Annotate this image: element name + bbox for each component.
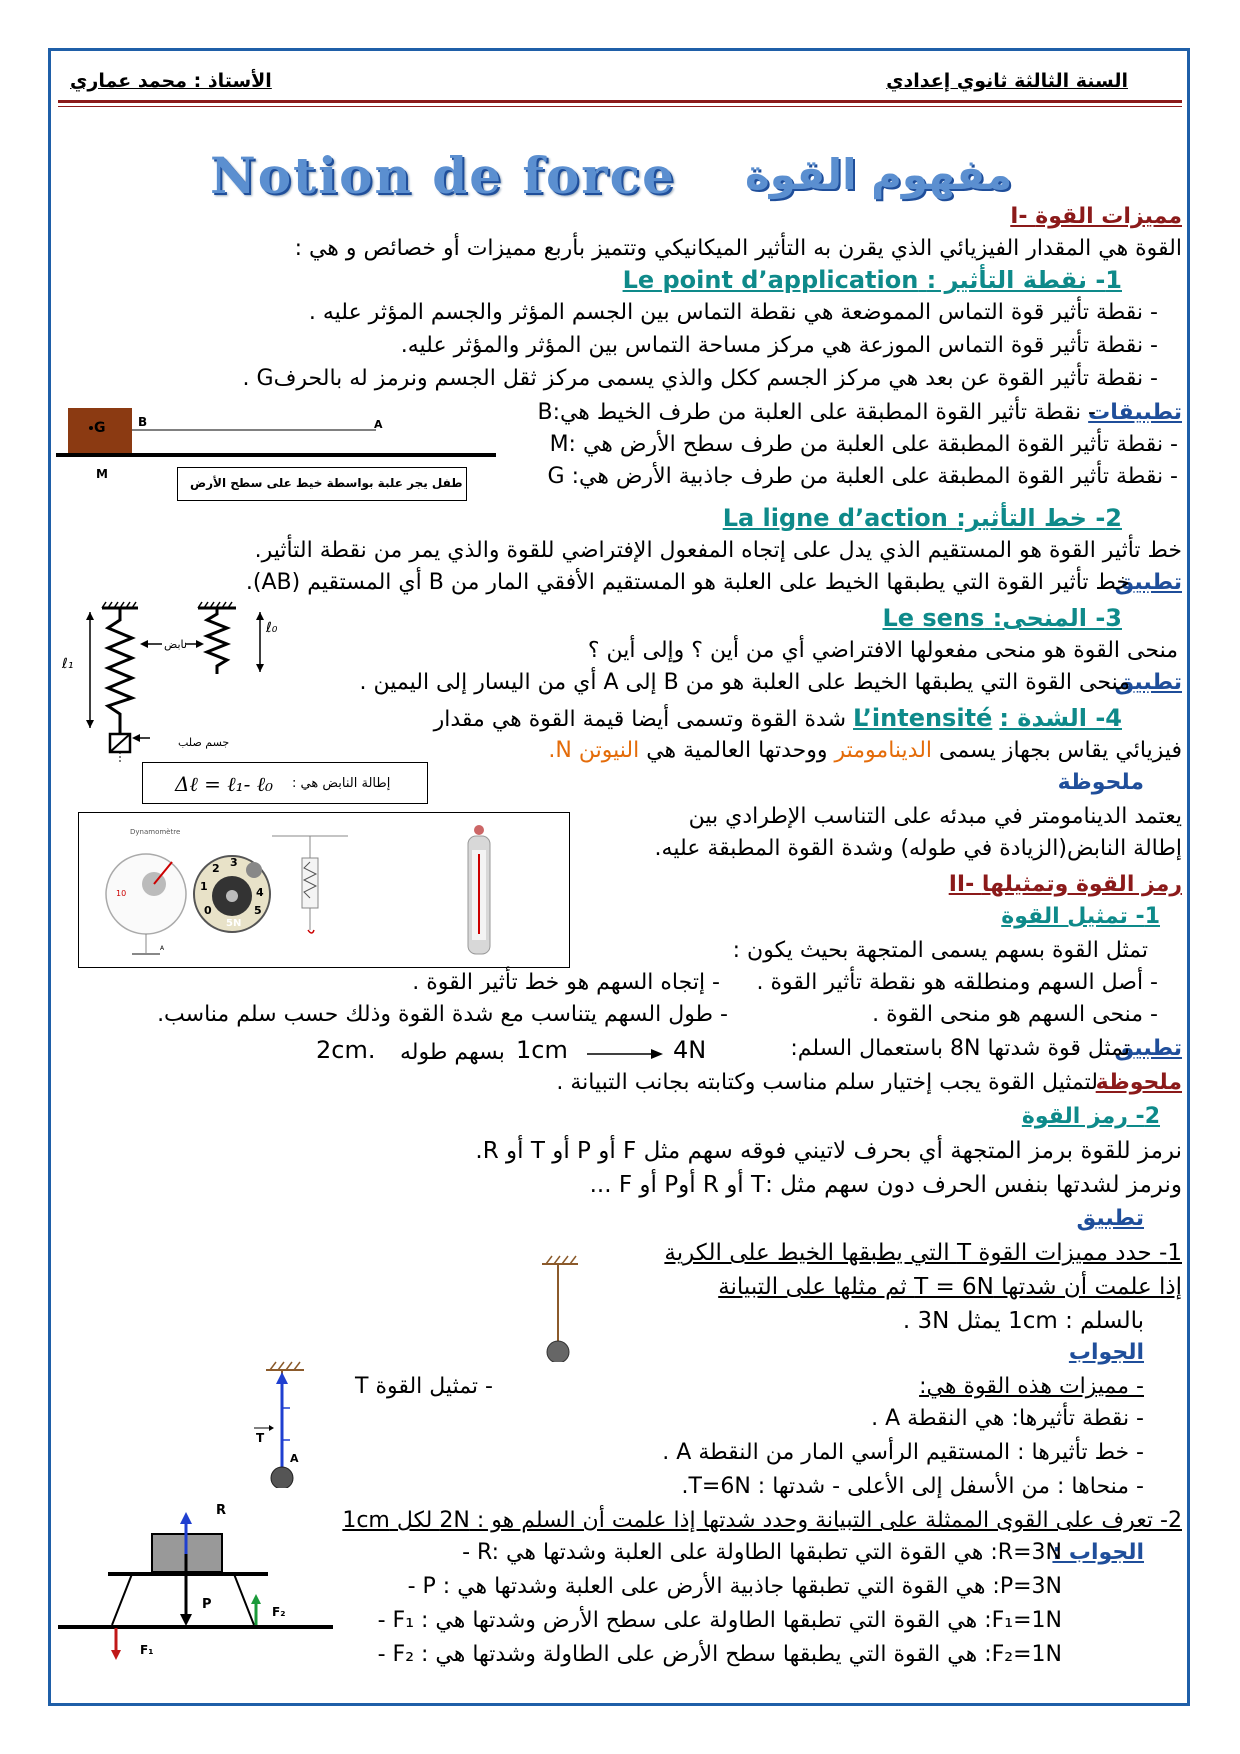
vector-F1-head [111,1650,121,1660]
exercise-ans-2: - خط تأثيرها : المستقيم الرأسي المار من النقطة A . [662,1440,1144,1465]
exercise-rep: - تمثيل القوة T [355,1374,493,1399]
vector-F2-head [251,1594,261,1604]
p4-note-label: ملحوظة [1057,770,1144,795]
pendulum-hatch [546,1256,576,1264]
p2-heading: 2- خط التأثير: La ligne d’action [722,504,1122,532]
s2p1-app-d: بسهم طوله [400,1040,505,1065]
spring-figure [60,598,420,763]
p3-heading: 3- المنحى: Le sens [882,604,1122,632]
pendulum-ball [547,1341,569,1362]
label-F2: F₂ [272,1605,286,1619]
p1-apps-label: تطبيقات [1088,400,1182,425]
solid-pointer-head [132,734,140,742]
header-rule [58,100,1182,103]
table-leg-right [234,1574,254,1625]
p4-heading-row: 4- الشدة : L’intensité شدة القوة وتسمى أيضا قيمة القوة هي مقدار [433,704,1122,732]
exercise-q1a: 1- حدد مميزات القوة T التي يطبقها الخيط على الكرية [664,1240,1182,1266]
class-level: السنة الثالثة ثانوي إعدادي [886,70,1128,92]
p3-app: منحى القوة التي يطبقها الخيط على العلبة هو من B إلى A أي من اليسار إلى اليمين . [359,670,1130,695]
label-G: G [94,420,106,436]
p1-app-3: - نقطة تأثير القوة المطبقة على العلبة من طرف جاذبية الأرض هي: G [547,464,1178,489]
p2-text: خط تأثير القوة هو المستقيم الذي يدل على إتجاه المفعول الإفتراضي للقوة والذي يمر من نقطة التأثير. [254,538,1182,563]
exercise-ans2-label: الجواب : [1052,1540,1144,1565]
s2p2-text1: نرمز للقوة برمز المتجهة أي بحرف لاتيني فوقه سهم مثل F أو P أو T أو R. [475,1138,1182,1164]
vector-R-head [180,1512,192,1524]
dial1-A: A [160,945,165,952]
solid-cross [110,734,130,752]
s2p2-heading: 2- رمز القوة [1021,1104,1160,1129]
spring-pointer-right-head [196,640,204,648]
label-R: R [216,1503,227,1518]
table-forces-figure [58,1480,348,1680]
label-T: T [256,1431,265,1445]
elongation-formula: Δℓ = ℓ₁- ℓ₀ [175,772,274,796]
label-F1: F₁ [140,1643,154,1657]
s2p1-item-l1: - إتجاه السهم هو خط تأثير القوة . [412,970,720,995]
spring-stretched [108,608,132,734]
exercise-label: تطبيق [1076,1206,1144,1231]
dial2-center [226,890,238,902]
label-A: A [374,418,383,431]
point-M [98,453,102,457]
label-l0: ℓ₀ [266,620,278,636]
exercise-ans-label: الجواب [1068,1340,1144,1365]
p1-item-2: - نقطة تأثير قوة التماس الموزعة هي مركز مساحة التماس بين المؤثر والمؤثر عليه. [400,333,1158,358]
point-G [89,426,93,430]
s2p1-app-label: تطبيق [1114,1036,1182,1061]
page-title-ar: مفهوم القوة [745,150,1013,199]
section1-heading: I- مميزات القوة [1010,204,1182,229]
spring-rest [207,608,227,674]
spring-scale-hook-end [308,930,314,933]
p3-text: منحى القوة هو منحى مفعولها الافتراضي أي من أين ؟ وإلى أين ؟ [587,638,1178,663]
label-P: P [202,1597,212,1612]
p4-text2: فيزيائي يقاس بجهاز يسمى الدينامومتر ووحدتها العالمية هي النيوتن N. [548,738,1182,763]
force-P: - P : هي القوة التي تطبقها جاذبية الأرض على العلبة وشدتها هي :P=3N [407,1574,1062,1599]
label-solid: جسم صلب [178,736,230,749]
label-M: M [96,467,108,481]
header-rule-thin [58,106,1182,107]
s2p1-item-r2: - منحى السهم هو منحى القوة . [872,1002,1158,1027]
p2-app: خط تأثير القوة التي يطبقها الخيط على العلبة هو المستقيم الأفقي المار من B أي المستقيم (AB). [245,570,1130,595]
dyn-dial-title: Dynamomètre [130,828,181,836]
table-leg-left [112,1574,132,1625]
exercise-ans-1: - نقطة تأثيرها: هي النقطة A . [871,1406,1144,1431]
label-spring: نابض [164,638,187,651]
s2p1-note-label: ملحوظة [1095,1070,1182,1095]
dial2-n3: 3 [230,856,238,869]
section1-intro: القوة هي المقدار الفيزيائي الذي يقرن به التأثير الميكانيكي وتتميز بأربع مميزات أو خصائص و هي : [294,236,1182,261]
label-l1: ℓ₁ [62,656,74,672]
s2p1-app-a: تمثل قوة شدتها 8N باستعمال السلم: [790,1036,1130,1061]
teacher-name: الأستاذ : محمد عماري [70,70,272,92]
dial2-n2: 2 [212,862,220,875]
dial2-unit: 5N [226,918,242,929]
label-T-arrow-head [269,1425,274,1431]
section2-heading: II- رمز القوة وتمثيلها [948,872,1182,897]
force-T-head [276,1372,288,1384]
p3-app-label: تطبيق [1114,670,1182,695]
s2p1-heading: 1- تمثيل القوة [1001,904,1160,929]
s2p1-item-r1: - أصل السهم ومنطلقه هو نقطة تأثير القوة . [756,970,1158,995]
dial2-n4: 4 [256,886,264,899]
p1-item-3: - نقطة تأثير القوة عن بعد هي مركز الجسم ككل والذي يسمى مركز ثقل الجسم ونرمز له بالحرفG . [242,366,1158,391]
force-F1: - F₁ : هي القوة التي تطبقها الطاولة على سطح الأرض وشدتها هي :F₁=1N [377,1608,1062,1633]
elongation-label: إطالة النابض هي : [292,776,391,791]
pendulum-figure [530,1252,590,1362]
s2p1-app-c: 1cm [516,1036,568,1064]
s2p1-app-e: 2cm. [316,1036,376,1064]
vector-P-head [180,1614,192,1626]
s2p1-text: تمثل القوة بسهم يسمى المتجهة بحيث يكون : [732,938,1148,963]
scale-arrow [585,1044,665,1064]
scale-arrow-head [651,1049,663,1059]
box-caption: طفل يجر علبة بواسطة خيط على سطح الأرض [190,476,463,490]
page-title-fr: Notion de force [210,146,676,205]
dial2-knob [246,862,262,878]
label-B: B [138,415,148,429]
p2-app-label: تطبيق [1114,570,1182,595]
label-A-point: A [290,1452,299,1465]
exercise-q2: 2- تعرف على القوى الممثلة على التبيانة وحدد شدتها إذا علمت أن السلم هو : 2N لكل 1cm [342,1508,1182,1533]
p1-item-1: - نقطة تأثير قوة التماس المموضعة هي نقطة التماس بين الجسم المؤثر والجسم المؤثر عليه . [308,300,1158,325]
force-R: - R: هي القوة التي تطبقها الطاولة على العلبة وشدتها هي :R=3N [462,1540,1062,1565]
exercise-q1c: بالسلم : 1cm يمثل 3N . [902,1308,1144,1334]
p4-note-2: إطالة النابض(الزيادة في طوله) وشدة القوة المطبقة عليه. [654,836,1182,861]
p4-note-1: يعتمد الدينامومتر في مبدئه على التناسب الإطرادي بين [688,804,1182,829]
s2p1-note: لتمثيل القوة يجب إختيار سلم مناسب وكتابته بجانب التبيانة . [556,1070,1098,1095]
dial2-n1: 1 [200,880,208,893]
exercise-q1b: إذا علمت أن شدتها T = 6N ثم مثلها على التبيانة [718,1274,1182,1300]
force-F2: - F₂ : هي القوة التي يطبقها سطح الأرض على الطاولة وشدتها هي :F₂=1N [377,1642,1062,1667]
s2p1-app-b: 4N [673,1036,707,1064]
support-T-hatch [270,1362,300,1370]
pendulum-force-figure [250,1358,340,1488]
exercise-ans-title: - مميزات هذه القوة هي: [919,1374,1144,1399]
s2p2-text2: ونرمز لشدتها بنفس الحرف دون سهم مثل :T أو R أوP أو F ... [589,1172,1182,1198]
tube-dyn-ring [474,825,484,835]
dynamometers-figure [80,814,568,966]
dial1-n10: 10 [116,889,127,898]
dial2-n0: 0 [204,904,212,917]
p1-app-2: - نقطة تأثير القوة المطبقة على العلبة من طرف سطح الأرض هي :M [549,432,1178,457]
s2p1-item-l2: - طول السهم يتناسب مع شدة القوة وذلك حسب سلم مناسب. [157,1002,728,1027]
p1-app-1: - نقطة تأثير القوة المطبقة على العلبة من طرف الخيط هي:B [537,400,1096,425]
dial2-n5: 5 [254,904,262,917]
spring-pointer-left-head [140,640,148,648]
p1-heading: 1- نقطة التأثير : Le point d’application [622,266,1122,294]
exercise-ans-3: - منحاها : من الأسفل إلى الأعلى - شدتها : T=6N. [681,1474,1144,1499]
